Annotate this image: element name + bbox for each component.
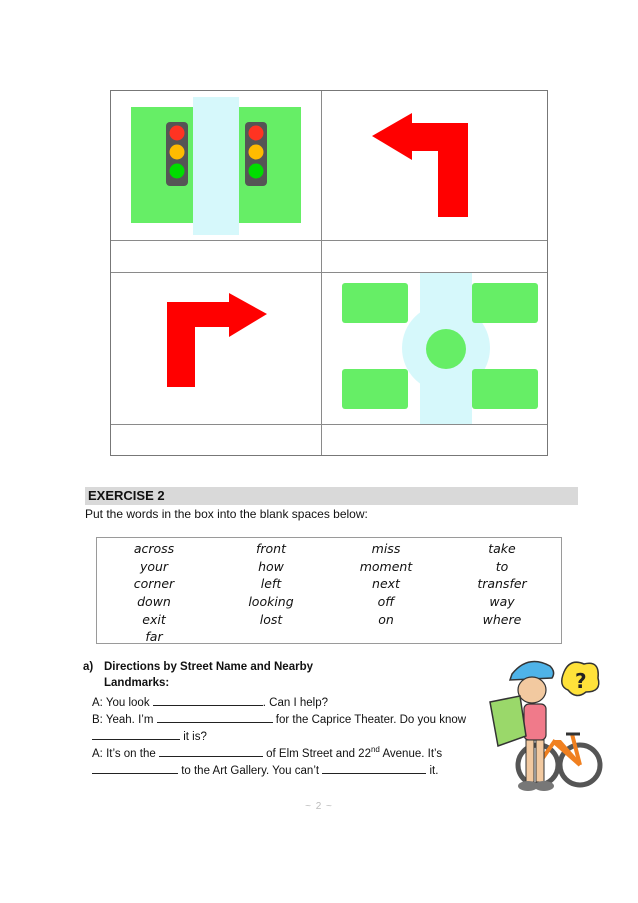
answer-blank[interactable] — [92, 728, 180, 740]
word: off — [377, 594, 395, 610]
word: looking — [248, 594, 294, 610]
word: way — [489, 594, 515, 610]
dialogue-line — [92, 711, 466, 726]
word: moment — [359, 558, 413, 574]
word: how — [258, 558, 284, 574]
word: transfer — [477, 576, 527, 592]
word-column — [447, 540, 557, 628]
line-text: . Can I help? — [262, 697, 328, 709]
word: miss — [371, 541, 401, 556]
dialogue-line — [92, 745, 442, 760]
speaker-label: A: — [92, 697, 103, 709]
page-number: ~ 2 ~ — [305, 801, 333, 812]
line-text: for the Caprice Theater. Do you know — [272, 714, 467, 726]
line-text: it is? — [180, 731, 207, 743]
line-text: of Elm Street and 22 — [262, 748, 371, 760]
svg-text:?: ? — [575, 669, 587, 693]
table-divider — [111, 424, 547, 425]
word: take — [488, 541, 516, 556]
lost-tourist-illustration — [476, 650, 606, 800]
exercise-instruction: Put the words in the box into the blank spaces below: — [85, 507, 368, 521]
line-text: to the Art Gallery. You can’t — [178, 765, 323, 777]
dialogue-line — [92, 694, 328, 709]
word: across — [133, 541, 175, 556]
word: on — [378, 611, 394, 627]
line-text: It’s on the — [106, 748, 159, 760]
answer-blank[interactable] — [159, 745, 263, 757]
line-text: You look — [105, 697, 153, 709]
turn-left-arrow-icon — [322, 91, 548, 240]
section-marker: a) — [83, 661, 94, 673]
table-divider — [111, 240, 547, 241]
word: left — [260, 576, 282, 592]
word: far — [145, 629, 163, 645]
line-text: Yeah. I’m — [105, 714, 157, 726]
turn-right-arrow-icon — [111, 273, 321, 424]
signs-table — [110, 90, 548, 456]
word: your — [139, 558, 169, 574]
dialogue-line — [92, 728, 207, 743]
speaker-label: A: — [92, 748, 103, 760]
ordinal-suffix: nd — [370, 745, 380, 755]
speaker-label: B: — [92, 714, 103, 726]
line-text: it. — [426, 765, 439, 777]
word: to — [495, 558, 509, 574]
word: lost — [259, 611, 283, 627]
section-title: Landmarks: — [104, 677, 170, 689]
word-box — [96, 537, 562, 644]
answer-blank[interactable] — [153, 694, 263, 706]
word: exit — [142, 611, 166, 627]
section-title: Directions by Street Name and Nearby — [104, 661, 313, 673]
word: next — [372, 576, 400, 592]
word-column — [99, 540, 209, 646]
answer-blank[interactable] — [322, 762, 426, 774]
line-text: Avenue. It’s — [379, 748, 443, 760]
answer-blank[interactable] — [157, 711, 273, 723]
exercise-heading: EXERCISE 2 — [85, 487, 578, 505]
answer-blank[interactable] — [92, 762, 178, 774]
word: down — [137, 594, 171, 610]
word-column — [331, 540, 441, 628]
roundabout-icon — [322, 273, 548, 424]
word-column — [216, 540, 326, 628]
word: corner — [133, 576, 175, 592]
traffic-light-crosswalk-icon — [111, 91, 321, 240]
dialogue-line — [92, 762, 438, 777]
word: where — [482, 611, 522, 627]
word: front — [255, 541, 286, 556]
